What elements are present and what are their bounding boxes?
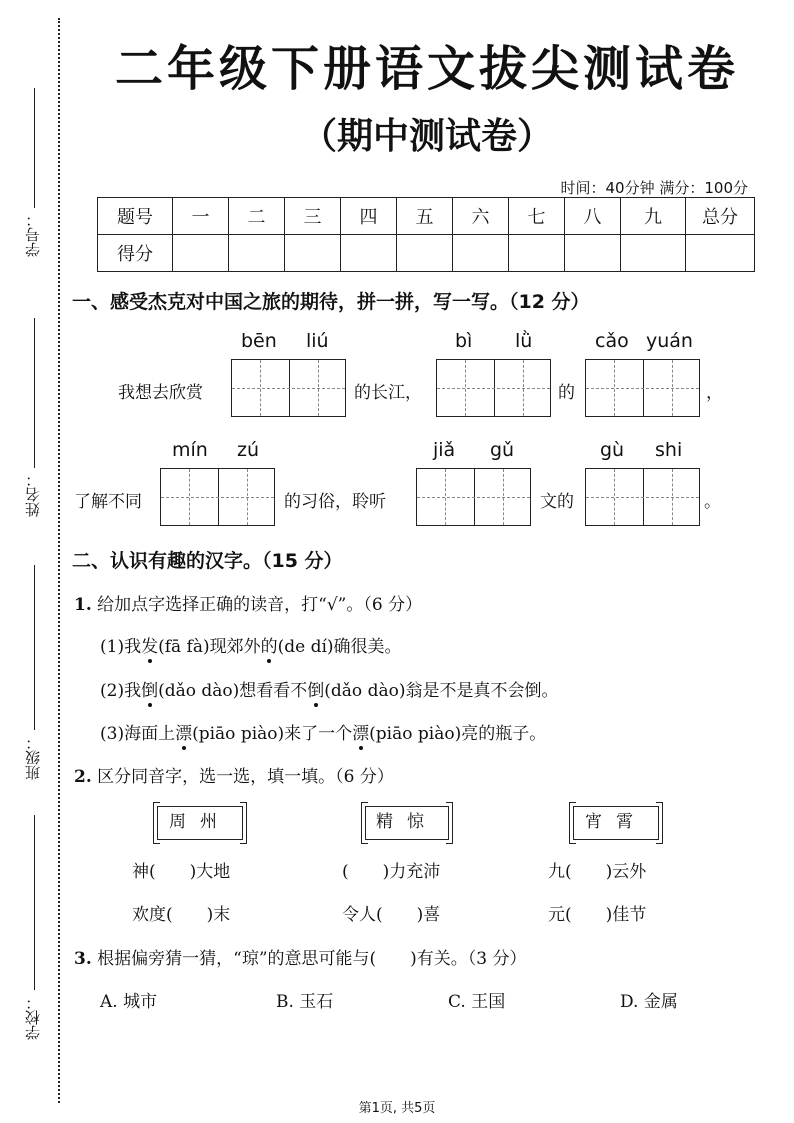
dotted-char: 漂 <box>352 719 369 744</box>
question-1 <box>74 590 422 615</box>
q1-item-1 <box>100 632 402 657</box>
pinyin-zu: zú <box>237 439 260 461</box>
dotted-char: 的 <box>261 632 278 657</box>
q1-item-2 <box>100 676 558 701</box>
char-card-zhou-zhou: 周州 <box>157 806 243 840</box>
question-1-stem: 给加点字选择正确的读音，打“√”。（6 分） <box>97 595 423 615</box>
s1-text-5: 了解不同 <box>74 492 142 512</box>
char-card-jing-jing: 精惊 <box>365 806 449 840</box>
score-input-cell[interactable] <box>341 235 397 272</box>
s1-text-1: 我想去欣赏 <box>118 383 203 403</box>
score-table-cell: 五 <box>397 198 453 235</box>
score-input-cell[interactable] <box>229 235 285 272</box>
score-label: 得分 <box>98 235 173 272</box>
q1-item-text: (1)我 <box>100 637 142 657</box>
score-table-cell: 总分 <box>686 198 755 235</box>
pinyin-lv: lǜ <box>515 330 533 352</box>
page-title: 二年级下册语文拔尖测试卷 <box>114 41 739 97</box>
page-footer: 第1页, 共5页 <box>358 1101 436 1116</box>
s1-text-3: 的 <box>558 383 575 403</box>
pinyin-gu: gǔ <box>490 439 515 461</box>
page-subtitle: （期中测试卷） <box>300 116 553 157</box>
score-table-cell: 一 <box>173 198 229 235</box>
dotted-char: 漂 <box>175 719 192 744</box>
school-rule <box>34 815 35 990</box>
pinyin-bi: bì <box>455 330 473 352</box>
question-1-number: 1. <box>74 595 92 615</box>
dotted-char: 倒 <box>307 676 324 701</box>
pinyin-yuan: yuán <box>646 330 693 352</box>
score-table <box>97 197 755 272</box>
question-2 <box>74 762 394 787</box>
question-3 <box>74 944 527 969</box>
s1-text-6: 的习俗，聆听 <box>284 492 386 512</box>
question-3-number: 3. <box>74 949 92 969</box>
pinyin-jia: jiǎ <box>433 439 456 461</box>
score-table-score-row <box>98 235 755 272</box>
score-input-cell[interactable] <box>285 235 341 272</box>
question-2-stem: 区分同音字，选一选，填一填。（6 分） <box>97 767 394 787</box>
pinyin-shi: shi <box>655 439 683 461</box>
exam-meta: 时间：40分钟 满分：100分 <box>560 179 748 197</box>
fill-blank[interactable]: 欢度( )末 <box>132 905 231 925</box>
q1-item-options[interactable]: (fā fà)现郊外 <box>158 637 261 657</box>
pinyin-gu2: gù <box>600 439 625 461</box>
writing-grid-bilv[interactable] <box>436 359 551 417</box>
score-table-cell: 四 <box>341 198 397 235</box>
fill-blank[interactable]: 神( )大地 <box>132 862 231 882</box>
fill-blank[interactable]: 元( )佳节 <box>548 905 647 925</box>
s1-text-2: 的长江， <box>354 383 422 403</box>
pinyin-liu: liú <box>306 330 329 352</box>
option-c[interactable]: C. 王国 <box>448 992 506 1012</box>
name-label: 姓名： <box>24 472 42 517</box>
student-id-rule <box>34 88 35 208</box>
class-label: 班级： <box>24 735 42 780</box>
question-2-number: 2. <box>74 767 92 787</box>
q1-item-text: (2)我 <box>100 681 142 701</box>
fill-blank[interactable]: 九( )云外 <box>548 862 647 882</box>
score-table-cell: 题号 <box>98 198 173 235</box>
score-input-cell[interactable] <box>509 235 565 272</box>
fill-blank[interactable]: ( )力充沛 <box>342 862 441 882</box>
option-d[interactable]: D. 金属 <box>620 992 678 1012</box>
writing-grid-minzu[interactable] <box>160 468 275 526</box>
student-id-label: 学号： <box>24 212 42 257</box>
q1-item-options[interactable]: (piāo piào)亮的瓶子。 <box>369 724 547 744</box>
score-input-cell[interactable] <box>173 235 229 272</box>
school-label: 学校： <box>24 995 42 1040</box>
q1-item-options[interactable]: (dǎo dào)翁是不是真不会倒。 <box>324 681 559 701</box>
score-input-cell[interactable] <box>686 235 755 272</box>
pinyin-min: mín <box>172 439 208 461</box>
writing-grid-gushi[interactable] <box>585 468 700 526</box>
writing-grid-caoyuan[interactable] <box>585 359 700 417</box>
fill-blank[interactable]: 令人( )喜 <box>342 905 441 925</box>
writing-grid-benliu[interactable] <box>231 359 346 417</box>
char-card-xiao-xiao: 宵霄 <box>573 806 659 840</box>
dotted-char: 倒 <box>141 676 158 701</box>
q1-item-text: (3)海面上 <box>100 724 176 744</box>
pinyin-cao: cǎo <box>595 330 629 352</box>
option-a[interactable]: A. 城市 <box>100 992 158 1012</box>
score-table-cell: 七 <box>509 198 565 235</box>
s1-text-4: ， <box>706 383 723 403</box>
section-1-title: 一、感受杰克对中国之旅的期待，拼一拼，写一写。（12 分） <box>72 291 590 313</box>
score-table-cell: 八 <box>565 198 621 235</box>
dotted-char: 发 <box>141 632 158 657</box>
question-3-stem[interactable]: 根据偏旁猜一猜，“琼”的意思可能与( )有关。（3 分） <box>97 949 527 969</box>
q1-item-options[interactable]: (piāo piào)来了一个 <box>192 724 353 744</box>
score-table-header-row <box>98 198 755 235</box>
score-table-cell: 三 <box>285 198 341 235</box>
q1-item-options[interactable]: (de dí)确很美。 <box>277 637 402 657</box>
binding-dotted-line <box>58 18 60 1103</box>
s1-text-8: 。 <box>704 492 721 512</box>
score-input-cell[interactable] <box>621 235 686 272</box>
pinyin-ben: bēn <box>241 330 277 352</box>
option-b[interactable]: B. 玉石 <box>276 992 334 1012</box>
s1-text-7: 文的 <box>540 492 574 512</box>
q1-item-3 <box>100 719 546 744</box>
q1-item-options[interactable]: (dǎo dào)想看看不 <box>158 681 308 701</box>
score-table-cell: 九 <box>621 198 686 235</box>
score-table-cell: 二 <box>229 198 285 235</box>
score-input-cell[interactable] <box>453 235 509 272</box>
name-rule <box>34 318 35 468</box>
writing-grid-jiagu[interactable] <box>416 468 531 526</box>
score-table-cell: 六 <box>453 198 509 235</box>
score-input-cell[interactable] <box>397 235 453 272</box>
class-rule <box>34 565 35 730</box>
section-2-title: 二、认识有趣的汉字。（15 分） <box>72 550 343 572</box>
score-input-cell[interactable] <box>565 235 621 272</box>
